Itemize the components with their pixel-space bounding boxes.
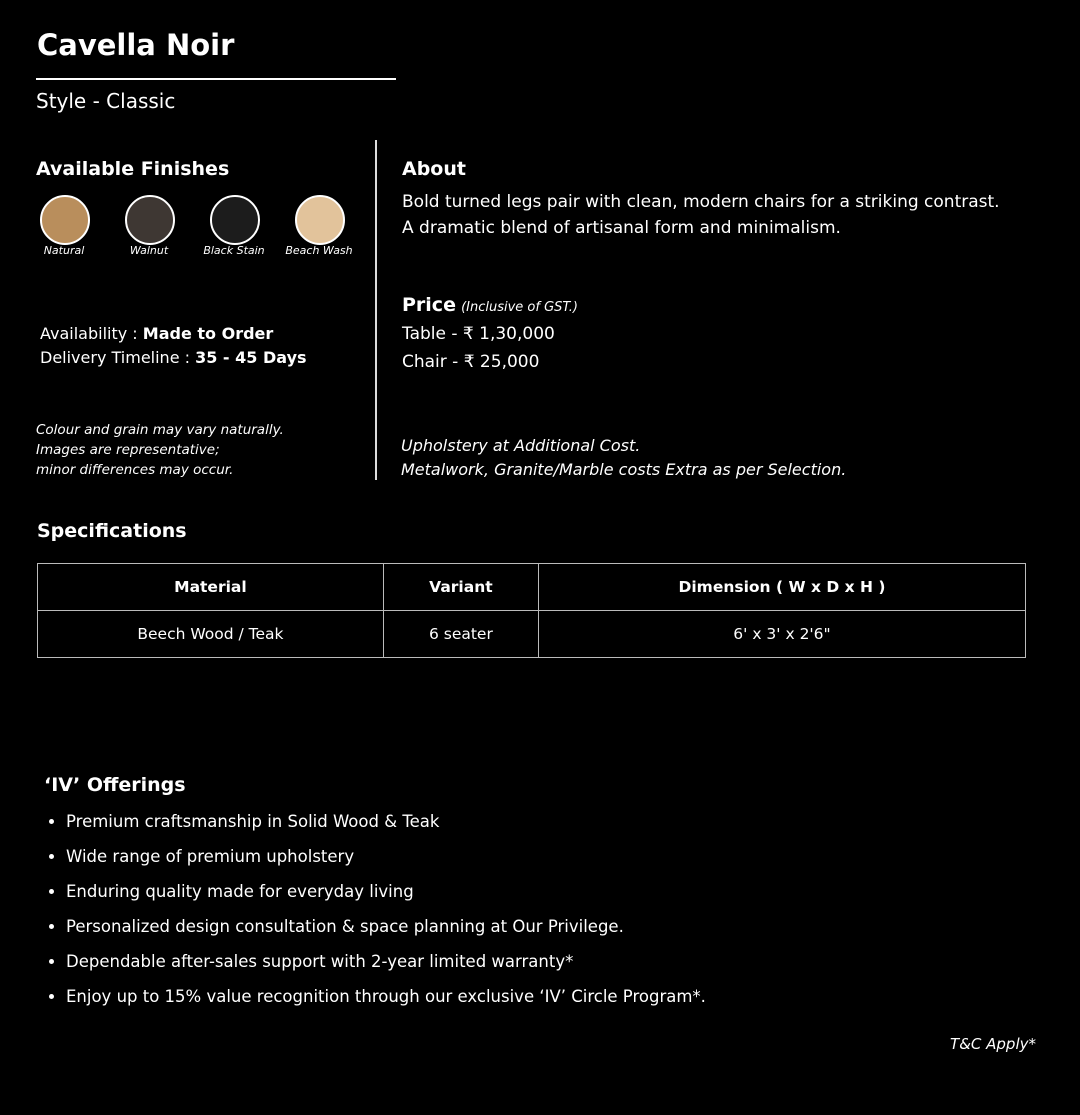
price-label: Price [402, 294, 456, 316]
style-label: Style - Classic [36, 89, 176, 113]
table-price: Table - ₹ 1,30,000 [402, 324, 555, 344]
specs-table [37, 563, 1026, 658]
disclaimer-line: minor differences may occur. [36, 462, 234, 478]
extras-note [401, 434, 846, 482]
product-title: Cavella Noir [37, 28, 235, 62]
extra-line: Upholstery at Additional Cost. [401, 436, 641, 455]
tc-note: T&C Apply* [950, 1035, 1036, 1053]
about-text: Bold turned legs pair with clean, modern chairs for a striking contrast. A dramatic blend of artisanal form and minimalism. [402, 192, 1000, 238]
finish-swatch-walnut[interactable] [125, 195, 175, 245]
availability-value: Made to Order [142, 324, 274, 343]
disclaimer-line: Images are representative; [36, 442, 220, 458]
list-item: • Dependable after-sales support with 2-year limited warranty* [66, 952, 706, 987]
offerings-heading: ‘IV’ Offerings [44, 774, 186, 796]
list-item: • Premium craftsmanship in Solid Wood & Teak [66, 812, 706, 847]
finish-label: Walnut [129, 244, 169, 257]
table-row [38, 611, 1026, 658]
finishes-heading: Available Finishes [36, 158, 230, 180]
delivery-value: 35 - 45 Days [195, 348, 307, 367]
list-item: • Wide range of premium upholstery [66, 847, 706, 882]
disclaimer [36, 420, 284, 480]
about-heading: About [402, 158, 466, 180]
column-header: Material [38, 564, 384, 611]
chair-price: Chair - ₹ 25,000 [402, 352, 540, 372]
list-item: • Personalized design consultation & space planning at Our Privilege. [66, 917, 706, 952]
finish-label: Black Stain [203, 244, 265, 257]
title-divider [36, 78, 396, 80]
offerings-list [44, 812, 706, 1022]
table-header-row [38, 564, 1026, 611]
availability [40, 322, 273, 346]
table-cell: 6' x 3' x 2'6" [538, 611, 1025, 658]
list-item: • Enduring quality made for everyday living [66, 882, 706, 917]
delivery-label: Delivery Timeline : [40, 348, 196, 367]
column-header: Dimension ( W x D x H ) [538, 564, 1025, 611]
finish-swatch-black-stain[interactable] [210, 195, 260, 245]
finish-label: Beach Wash [285, 244, 353, 257]
column-divider [375, 140, 377, 480]
table-cell: Beech Wood / Teak [38, 611, 384, 658]
extra-line: Metalwork, Granite/Marble costs Extra as per Selection. [401, 460, 847, 479]
finish-swatch-beach-wash[interactable] [295, 195, 345, 245]
column-header: Variant [383, 564, 538, 611]
disclaimer-line: Colour and grain may vary naturally. [36, 422, 284, 438]
availability-label: Availability : [40, 324, 143, 343]
price-heading [402, 294, 578, 316]
list-item: • Enjoy up to 15% value recognition through our exclusive ‘IV’ Circle Program*. [66, 987, 706, 1022]
finish-label: Natural [43, 244, 85, 257]
finish-swatch-natural[interactable] [40, 195, 90, 245]
specs-heading: Specifications [37, 520, 187, 542]
table-cell: 6 seater [383, 611, 538, 658]
delivery [40, 346, 307, 370]
price-note: (Inclusive of GST.) [461, 300, 579, 315]
